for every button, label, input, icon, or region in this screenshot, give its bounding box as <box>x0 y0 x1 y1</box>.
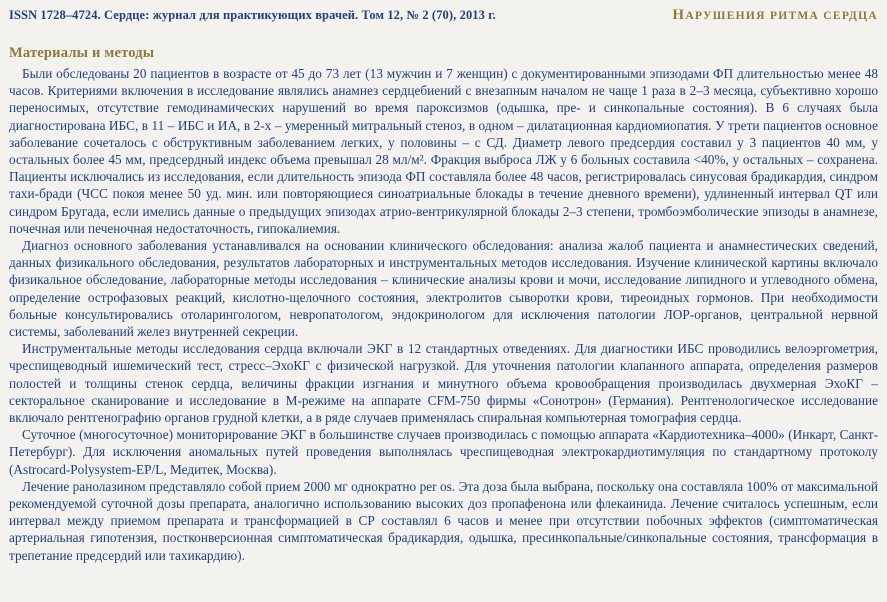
running-head-section-title: НАРУШЕНИЯ РИТМА СЕРДЦА <box>672 7 878 23</box>
section-heading-materials-methods: Материалы и методы <box>9 45 155 61</box>
paragraph-patients-criteria: Были обследованы 20 пациентов в возрасте от 45 до 73 лет (13 мужчин и 7 женщин) с документированными эпизодами ФП длительностью менее 48 часов. Критериями включения в исследование являлись анамнез сердцебиений с внезапным началом не чаще 1 раза в 2–3 месяца, субъективно хорошо переносимых, отсутствие гемодинамических нарушений во время пароксизмов (одышка, пре- и синкопальные состояния). В 6 случаях была диагностирована ИБС, в 11 – ИБС и ИА, в 2-х – умеренный митральный стеноз, в одном – дилатационная кардиомиопатия. У трети пациентов основное заболевание сочеталось с обструктивным заболеванием легких, у половины – с СД. Диаметр левого предсердия составил у 3 пациентов 40 мм, у остальных более 45 мм, предсердный индекс объема превышал 28 мл/м². Фракция выброса ЛЖ у 6 больных составила <40%, у остальных – сохранена. Пациенты исключались из исследования, если длительность эпизода ФП составляла более 48 часов, регистрировалась синусовая брадикардия, синдром тахи-бради (ЧСС покоя менее 50 уд. мин. или повторяющиеся синоатриальные блокады в течение дневного времени), удлиненный интервал QT или синдром Бругада, если имелись данные о предыдущих эпизодах атрио-вентрикулярной блокады 2–3 степени, тромбоэмболические эпизоды в анамнезе, почечная или печеночная недостаточность, гипокалиемия. <box>9 66 878 236</box>
paragraph-diagnosis-methods: Диагноз основного заболевания устанавливался на основании клинического обследования: анализа жалоб пациента и анамнестических сведений, данных физикального обследования, результатов лабораторных и инструментальных методов исследования. Изучение клинической картины включало физикальное обследование, лабораторные методы исследования – клинические анализы крови и мочи, исследование липидного и углеводного обмена, определение острофазовых реакций, кислотно-щелочного состояния, электролитов сыворотки крови, тиреоидных гормонов. При необходимости больные консультировались отоларингологом, невропатологом, эндокринологом для исключения патологии ЛОР-органов, центральной нервной системы, заболеваний желез внутренней секреции. <box>9 238 878 340</box>
article-body <box>9 65 878 564</box>
paragraph-ranolazine-treatment: Лечение ранолазином представляло собой прием 2000 мг однократно per os. Эта доза была выбрана, поскольку она составляла 100% от максимальной рекомендуемой суточной дозы препарата, аналогично использованию высоких доз пропафенона или флекаинида. Лечение считалось успешным, если интервал между приемом препарата и трансформацией в СР составлял 6 часов и менее при отсутствии побочных эффектов (симптоматическая артериальная гипотензия, постконверсионная симптоматическая брадикардия, одышка, пресинкопальные/синкопальные состояния, трансформация в трепетание предсердий или тахикардию). <box>9 478 878 563</box>
journal-issn-info: ISSN 1728–4724. Сердце: журнал для практикующих врачей. Том 12, № 2 (70), 2013 г. <box>9 8 496 22</box>
page-header <box>9 7 878 24</box>
paragraph-ecg-monitoring: Суточное (многосуточное) мониторирование ЭКГ в большинстве случаев производилась с помощью аппарата «Кардиотехника–4000» (Инкарт, Санкт-Петербург). Для исключения аномальных путей проведения выполнялась чреспищеводная электрокардиотимуляция по стандартному протоколу (Astrocard-Polysystem-EP/L, Медитек, Москва). <box>9 427 878 477</box>
paragraph-instrumental-methods: Инструментальные методы исследования сердца включали ЭКГ в 12 стандартных отведениях. Для диагностики ИБС проводились велоэргометрия, чреспищеводный ишемический тест, стресс–ЭхоКГ с физической нагрузкой. Для уточнения патологии клапанного аппарата, определения размеров полостей и толщины стенок сердца, величины фракции изгнания и минутного объема кровообращения производилась двухмерная ЭхоКГ – секторальное сканирование и исследование в М-режиме на аппарате CFM-750 фирмы «Сонотрон» (Германия). Рентгенологическое исследование включало рентгенографию органов грудной клетки, а в ряде случаев применялась спиральная компьютерная томография сердца. <box>9 341 878 426</box>
